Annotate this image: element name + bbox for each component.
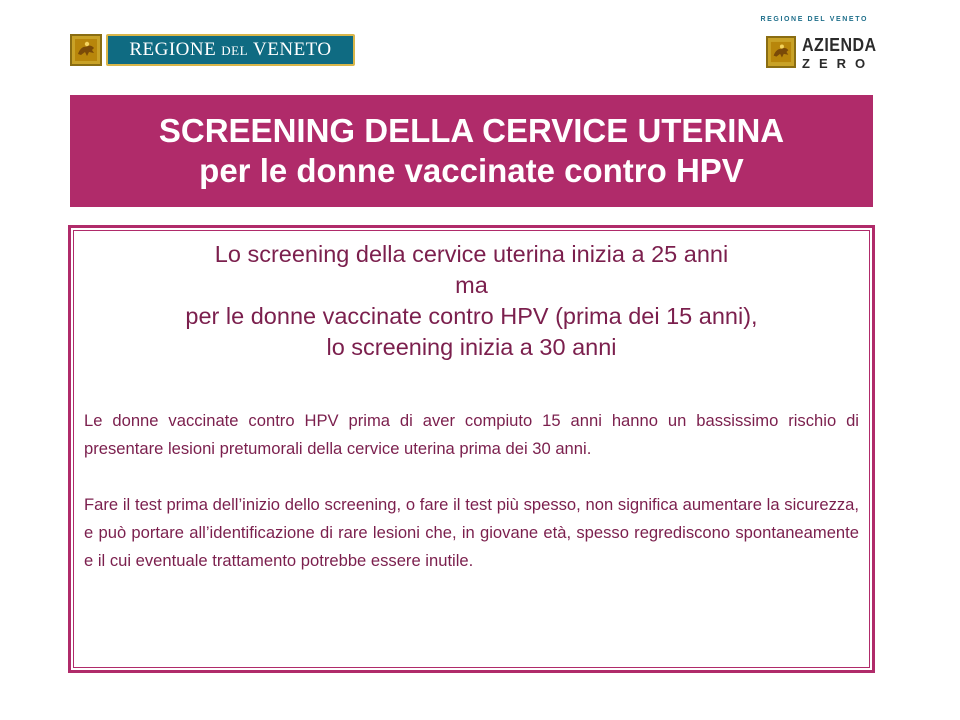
paragraph-early-testing: Fare il test prima dell’inizio dello screening, o fare il test più spesso, non significa aumentare la sicurezza, e può portare all’identificazione di rare lesioni che, in giovane età, spesso regrediscono spontaneamente e il cui eventuale trattamento potrebbe essere inutile. — [84, 495, 859, 570]
azienda-text: AZIENDA — [802, 36, 877, 56]
title-line-2: per le donne vaccinate contro HPV — [199, 152, 744, 189]
headline-line-2: ma — [455, 272, 488, 298]
title-line-1: SCREENING DELLA CERVICE UTERINA — [158, 112, 785, 149]
azienda-zero-region-text: REGIONE DEL VENETO — [760, 16, 868, 23]
logo-text-veneto: VENETO — [253, 39, 332, 60]
logo-text-del: DEL — [221, 43, 249, 58]
content-inner — [73, 230, 870, 668]
zero-text: ZERO — [802, 56, 875, 71]
headline-line-3: per le donne vaccinate contro HPV (prima dei 15 anni), — [185, 303, 758, 329]
logo-text-regione: REGIONE — [129, 39, 217, 60]
regione-veneto-logo — [70, 34, 355, 66]
headline-line-4: lo screening inizia a 30 anni — [326, 334, 617, 360]
logo-banner — [106, 34, 355, 66]
azienda-zero-logo — [758, 16, 877, 74]
title-banner — [70, 95, 873, 207]
content-box — [68, 225, 875, 673]
lion-crest-icon — [766, 36, 796, 68]
paragraph-vaccinated-risk: Le donne vaccinate contro HPV prima di aver compiuto 15 anni hanno un bassissimo rischio di presentare lesioni pretumorali della cervice uterina prima dei 30 anni. — [84, 411, 859, 458]
lion-crest-icon — [70, 34, 102, 66]
headline-line-1: Lo screening della cervice uterina inizia a 25 anni — [214, 241, 729, 267]
